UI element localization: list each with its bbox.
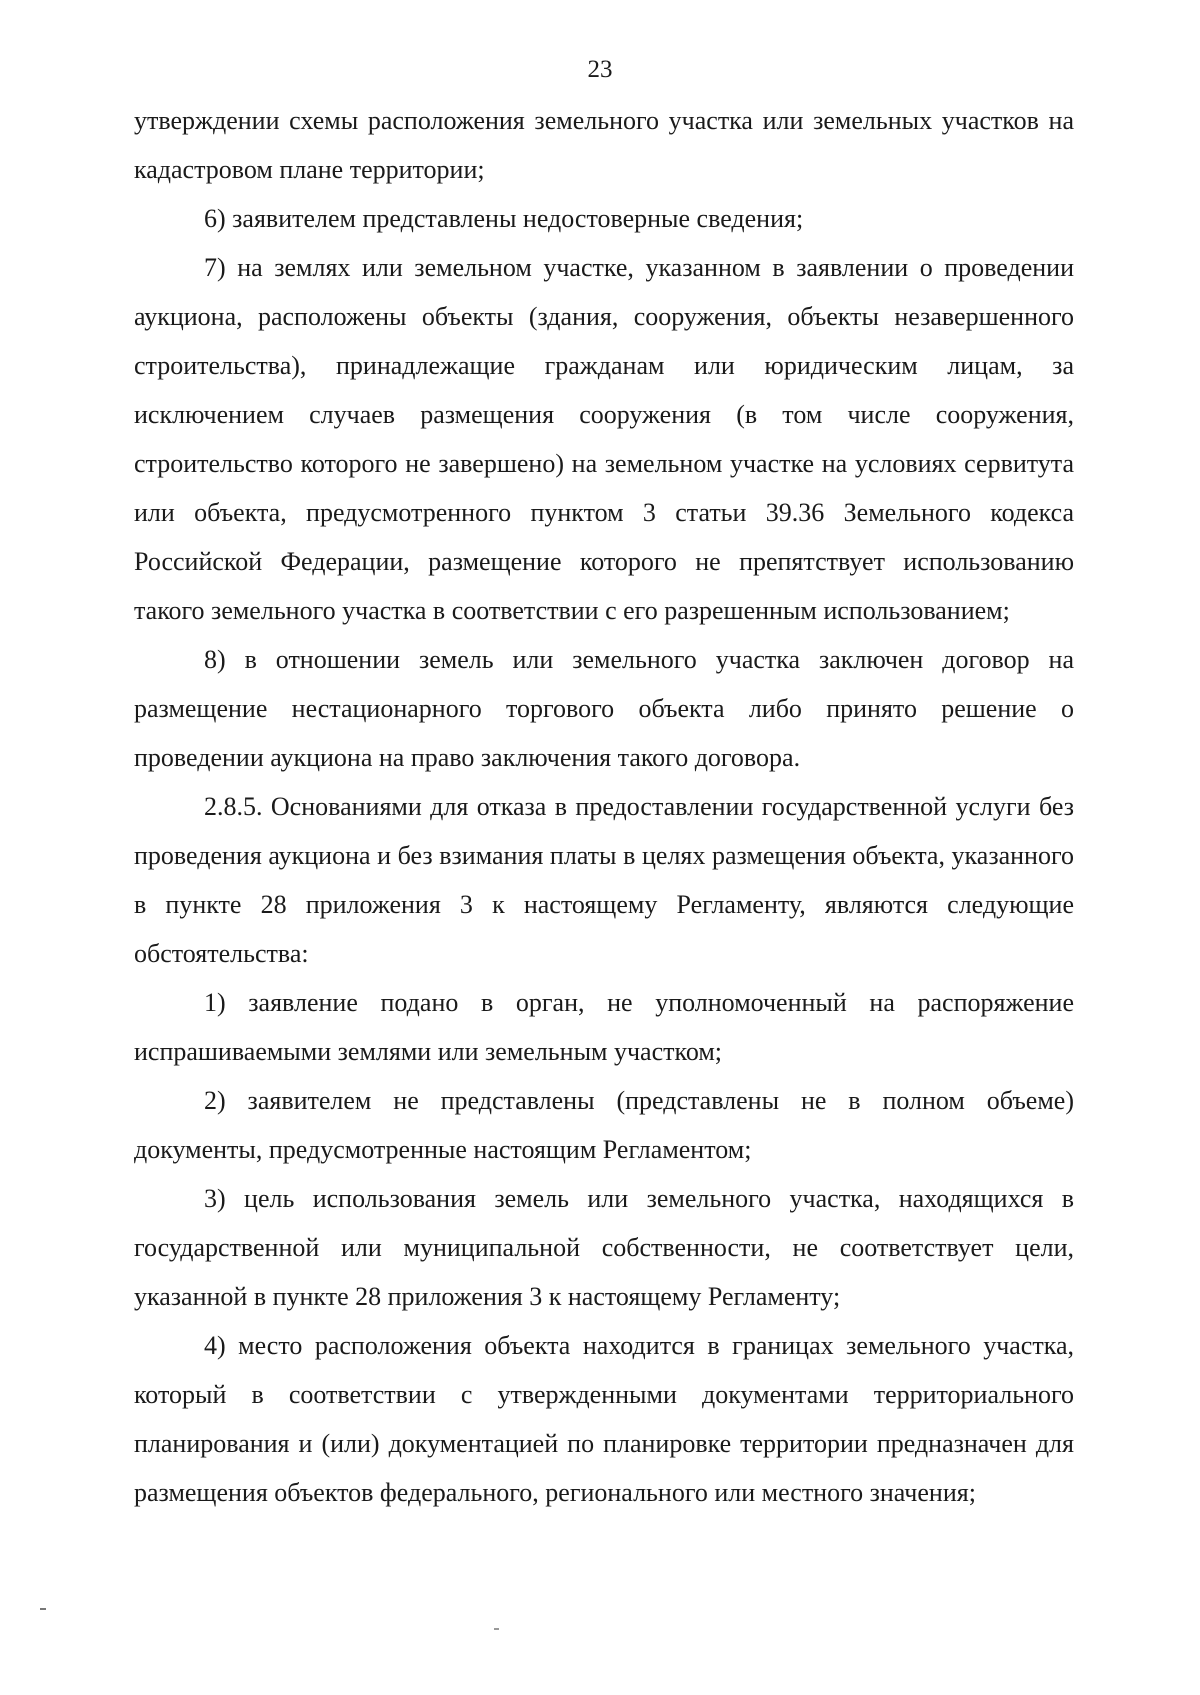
paragraph-item-2: 2) заявителем не представлены (представлены не в полном объеме) документы, предусмотренные настоящим Регламентом; bbox=[134, 1086, 1074, 1164]
page-number: 23 bbox=[587, 56, 613, 83]
page-body bbox=[134, 96, 1074, 1517]
paragraph-item-8: 8) в отношении земель или земельного участка заключен договор на размещение нестационарного торгового объекта либо принято решение о проведении аукциона на право заключения такого договора. bbox=[134, 645, 1074, 772]
paragraph-item-1: 1) заявление подано в орган, не уполномоченный на распоряжение испрашиваемыми землями или земельным участком; bbox=[134, 988, 1074, 1066]
paragraph-section-2-8-5: 2.8.5. Основаниями для отказа в предоставлении государственной услуги без проведения аукциона и без взимания платы в целях размещения объекта, указанного в пункте 28 приложения 3 к настоящему Регламенту, являются следующие обстоятельства: bbox=[134, 792, 1074, 968]
paragraph-item-3: 3) цель использования земель или земельного участка, находящихся в государственной или муниципальной собственности, не соответствует цели, указанной в пункте 28 приложения 3 к настоящему Регламенту; bbox=[134, 1184, 1074, 1311]
paragraph-item-4: 4) место расположения объекта находится в границах земельного участка, который в соответствии с утвержденными документами территориального планирования и (или) документацией по планировке территории предназначен для размещения объектов федерального, регионального или местного значения; bbox=[134, 1331, 1074, 1507]
scan-mark-left bbox=[40, 1608, 46, 1610]
paragraph-item-7: 7) на землях или земельном участке, указанном в заявлении о проведении аукциона, расположены объекты (здания, сооружения, объекты незавершенного строительства), принадлежащие гражданам или юридическим лицам, за исключением случаев размещения сооружения (в том числе сооружения, строительство которого не завершено) на земельном участке на условиях сервитута или объекта, предусмотренного пунктом 3 статьи 39.36 Земельного кодекса Российской Федерации, размещение которого не препятствует использованию такого земельного участка в соответствии с его разрешенным использованием; bbox=[134, 253, 1074, 625]
paragraph-item-6: 6) заявителем представлены недостоверные сведения; bbox=[204, 204, 804, 233]
paragraph-continuation: утверждении схемы расположения земельного участка или земельных участков на кадастровом плане территории; bbox=[134, 106, 1074, 184]
scan-mark-bottom bbox=[494, 1628, 499, 1630]
